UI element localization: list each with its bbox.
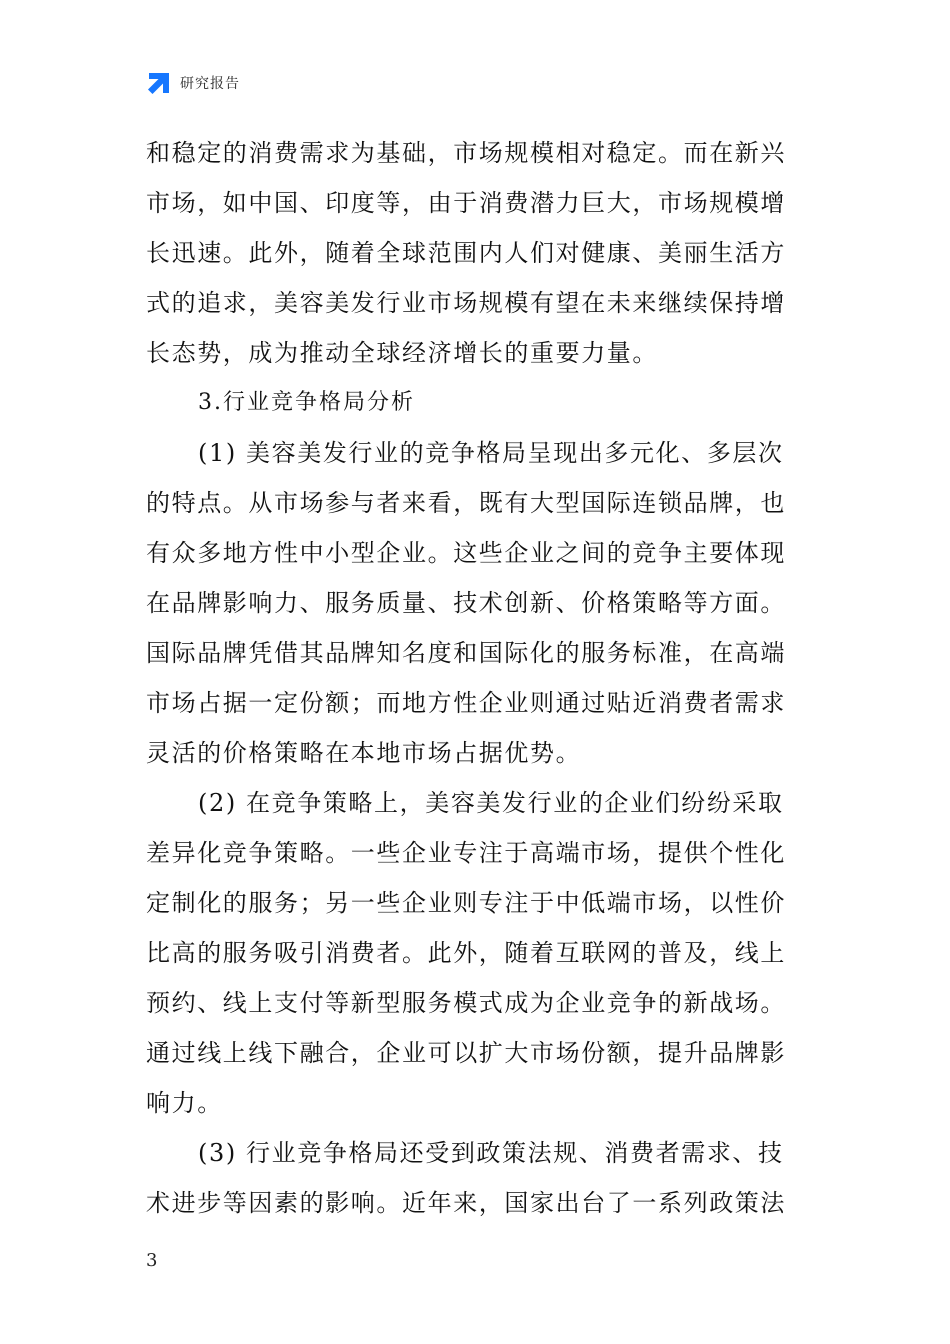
text-line: 响力。 <box>146 1089 223 1117</box>
text-line: 预约、线上支付等新型服务模式成为企业竞争的新战场。 <box>146 989 786 1017</box>
text-line: 的特点。从市场参与者来看，既有大型国际连锁品牌，也 <box>146 489 786 517</box>
text-line: 在品牌影响力、服务质量、技术创新、价格策略等方面。 <box>146 589 786 617</box>
text-line: 术进步等因素的影响。近年来，国家出台了一系列政策法 <box>146 1189 786 1217</box>
text-line: 差异化竞争策略。一些企业专注于高端市场，提供个性化 <box>146 839 786 867</box>
page-number: 3 <box>146 1250 158 1271</box>
text-line: 国际品牌凭借其品牌知名度和国际化的服务标准，在高端 <box>146 639 786 667</box>
arrow-up-right-icon <box>146 70 172 96</box>
document-body <box>146 128 810 1228</box>
paragraph-start: (1) 美容美发行业的竞争格局呈现出多元化、多层次 <box>198 439 784 467</box>
text-line: 有众多地方性中小型企业。这些企业之间的竞争主要体现 <box>146 539 786 567</box>
text-line: 比高的服务吸引消费者。此外，随着互联网的普及，线上 <box>146 939 786 967</box>
paragraph-start: (2) 在竞争策略上，美容美发行业的企业们纷纷采取 <box>198 789 784 817</box>
text-line: 定制化的服务；另一些企业则专注于中低端市场，以性价 <box>146 889 786 917</box>
text-line: 式的追求，美容美发行业市场规模有望在未来继续保持增 <box>146 289 786 317</box>
text-line: 长态势，成为推动全球经济增长的重要力量。 <box>146 339 658 367</box>
section-heading: 3.行业竞争格局分析 <box>198 390 415 415</box>
text-line: 长迅速。此外，随着全球范围内人们对健康、美丽生活方 <box>146 239 786 267</box>
text-line: 灵活的价格策略在本地市场占据优势。 <box>146 739 582 767</box>
text-line: 和稳定的消费需求为基础，市场规模相对稳定。而在新兴 <box>146 139 786 167</box>
paragraph-start: (3) 行业竞争格局还受到政策法规、消费者需求、技 <box>198 1139 784 1167</box>
header-label: 研究报告 <box>180 76 240 92</box>
report-header <box>146 70 240 96</box>
text-line: 通过线上线下融合，企业可以扩大市场份额，提升品牌影 <box>146 1039 786 1067</box>
text-line: 市场，如中国、印度等，由于消费潜力巨大，市场规模增 <box>146 189 786 217</box>
text-line: 市场占据一定份额；而地方性企业则通过贴近消费者需求 <box>146 689 786 717</box>
